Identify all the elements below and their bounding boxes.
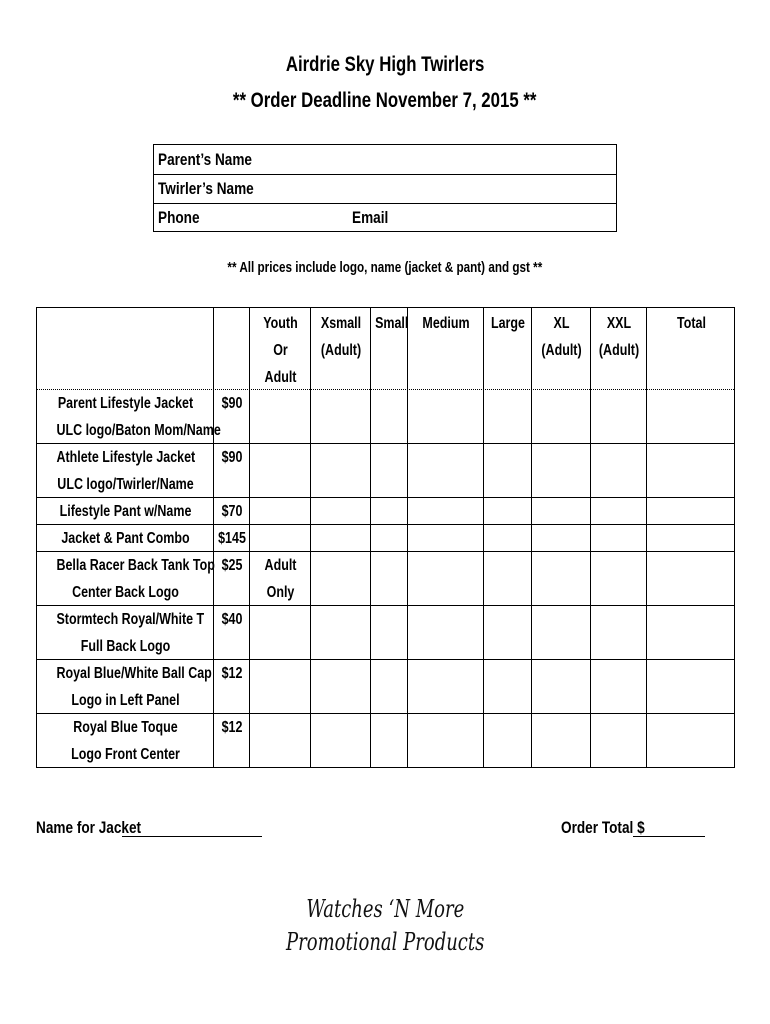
quantity-cell[interactable] (311, 714, 370, 768)
contact-info-box (153, 144, 617, 232)
form-title: Airdrie Sky High Twirlers (285, 53, 485, 76)
quantity-cell[interactable] (311, 606, 370, 659)
quantity-cell[interactable] (408, 714, 483, 768)
quantity-cell[interactable] (250, 390, 310, 443)
youth-note: Adult Only (264, 557, 297, 601)
quantity-cell[interactable] (591, 525, 646, 551)
quantity-cell[interactable] (647, 498, 735, 524)
item-name: Parent Lifestyle Jacket ULC logo/Baton Mom/Name (56, 395, 221, 439)
quantity-cell[interactable] (371, 714, 407, 768)
quantity-cell[interactable] (647, 525, 735, 551)
quantity-cell[interactable] (250, 714, 310, 768)
item-price: $12 (221, 719, 243, 736)
quantity-cell[interactable] (311, 525, 370, 551)
quantity-cell[interactable] (591, 660, 646, 713)
item-price: $25 (221, 557, 243, 574)
item-name: Royal Blue/White Ball Cap Logo in Left Panel (56, 665, 212, 709)
quantity-cell[interactable] (591, 498, 646, 524)
item-name: Lifestyle Pant w/Name (59, 503, 192, 520)
parent-name-field[interactable] (154, 145, 616, 175)
quantity-cell[interactable] (311, 498, 370, 524)
column-header: XL (Adult) (541, 315, 582, 359)
item-price: $90 (221, 449, 243, 466)
quantity-cell[interactable] (311, 660, 370, 713)
quantity-cell[interactable] (484, 660, 531, 713)
column-header: Large (490, 315, 525, 332)
quantity-cell[interactable] (484, 498, 531, 524)
quantity-cell[interactable] (591, 552, 646, 605)
quantity-cell[interactable] (647, 390, 735, 443)
quantity-cell[interactable] (647, 660, 735, 713)
order-total-line[interactable] (633, 836, 705, 837)
vendor-logo-line2: Promotional Products (285, 928, 485, 956)
quantity-cell[interactable] (484, 444, 531, 497)
column-header: Small (375, 315, 409, 332)
item-price: $145 (218, 530, 246, 547)
twirler-name-label: Twirler’s Name (158, 179, 254, 198)
column-header: Medium (422, 315, 470, 332)
quantity-cell[interactable] (484, 390, 531, 443)
quantity-cell[interactable] (250, 444, 310, 497)
vendor-logo-line1: Watches ‘N More (306, 895, 464, 923)
quantity-cell[interactable] (408, 444, 483, 497)
quantity-cell[interactable] (591, 390, 646, 443)
quantity-cell[interactable] (591, 444, 646, 497)
quantity-cell[interactable] (311, 552, 370, 605)
quantity-cell[interactable] (371, 390, 407, 443)
item-name: Bella Racer Back Tank Top Center Back Logo (56, 557, 215, 601)
price-note: ** All prices include logo, name (jacket & pant) and gst ** (227, 259, 543, 276)
item-name: Stormtech Royal/White T Full Back Logo (56, 611, 205, 655)
quantity-cell[interactable] (532, 660, 590, 713)
quantity-cell[interactable] (532, 498, 590, 524)
quantity-cell[interactable] (532, 714, 590, 768)
quantity-cell[interactable] (647, 444, 735, 497)
quantity-cell[interactable] (532, 390, 590, 443)
quantity-cell[interactable] (484, 606, 531, 659)
quantity-cell[interactable] (532, 525, 590, 551)
quantity-cell[interactable] (371, 525, 407, 551)
quantity-cell[interactable] (408, 606, 483, 659)
item-name: Athlete Lifestyle Jacket ULC logo/Twirler/Name (56, 449, 196, 493)
twirler-name-field[interactable] (154, 174, 616, 204)
column-header: Youth Or Adult (263, 315, 298, 386)
quantity-cell[interactable] (484, 552, 531, 605)
phone-label: Phone (158, 208, 200, 227)
quantity-cell[interactable] (371, 606, 407, 659)
quantity-cell[interactable] (591, 714, 646, 768)
quantity-cell[interactable] (371, 444, 407, 497)
quantity-cell[interactable] (408, 552, 483, 605)
quantity-cell[interactable] (371, 498, 407, 524)
item-price: $40 (221, 611, 243, 628)
column-header: XXL (Adult) (598, 315, 640, 359)
item-name: Jacket & Pant Combo (61, 530, 190, 547)
email-label: Email (352, 208, 389, 227)
quantity-cell[interactable] (408, 525, 483, 551)
name-for-jacket-label: Name for Jacket (36, 818, 142, 837)
phone-email-row[interactable] (154, 203, 616, 232)
quantity-cell[interactable] (311, 390, 370, 443)
item-price: $12 (221, 665, 243, 682)
quantity-cell[interactable] (532, 444, 590, 497)
quantity-cell[interactable] (532, 552, 590, 605)
quantity-cell[interactable] (311, 444, 370, 497)
quantity-cell[interactable] (371, 552, 407, 605)
quantity-cell[interactable] (408, 390, 483, 443)
quantity-cell[interactable] (250, 660, 310, 713)
item-name: Royal Blue Toque Logo Front Center (71, 719, 180, 763)
order-total-label: Order Total $ (561, 818, 645, 837)
item-price: $90 (221, 395, 243, 412)
quantity-cell[interactable] (250, 525, 310, 551)
quantity-cell[interactable] (532, 606, 590, 659)
quantity-cell[interactable] (647, 552, 735, 605)
quantity-cell[interactable] (408, 498, 483, 524)
quantity-cell[interactable] (371, 660, 407, 713)
name-for-jacket-line[interactable] (122, 836, 262, 837)
order-table (36, 307, 735, 768)
quantity-cell[interactable] (484, 525, 531, 551)
item-price: $70 (221, 503, 243, 520)
column-header: Total (677, 315, 706, 332)
order-deadline: ** Order Deadline November 7, 2015 ** (233, 89, 537, 112)
quantity-cell[interactable] (250, 606, 310, 659)
quantity-cell[interactable] (250, 498, 310, 524)
parent-name-label: Parent’s Name (158, 150, 252, 169)
quantity-cell[interactable] (647, 606, 735, 659)
quantity-cell[interactable] (591, 606, 646, 659)
quantity-cell[interactable] (647, 714, 735, 768)
quantity-cell[interactable] (408, 660, 483, 713)
column-header: Xsmall (Adult) (320, 315, 362, 359)
quantity-cell[interactable] (484, 714, 531, 768)
